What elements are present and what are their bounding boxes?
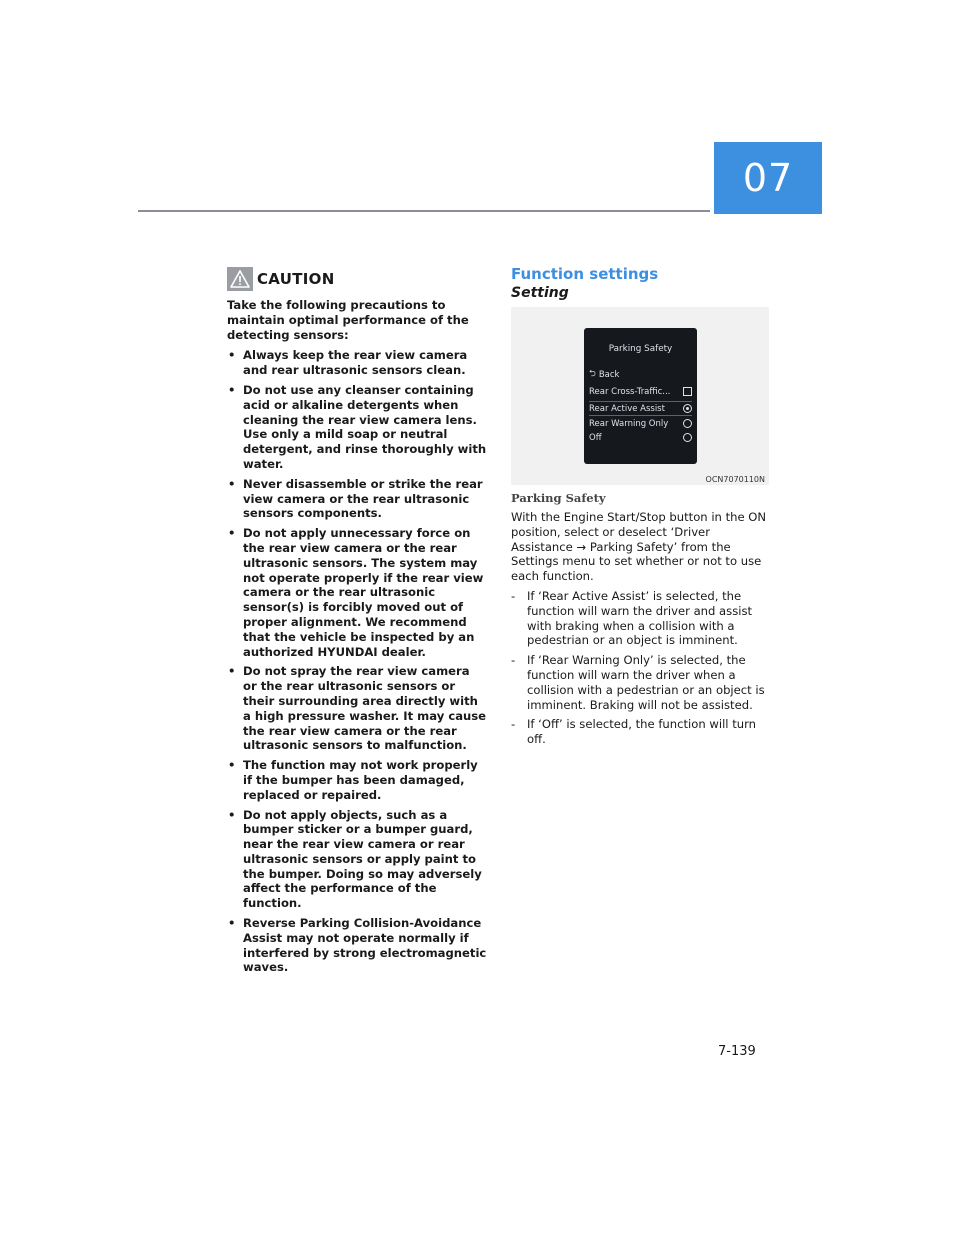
- list-item: • Do not use any cleanser containing acid or alkaline detergents when cleaning the rear view camera lens. Use only a mild soap or neutral detergent, and rinse thoroughly with water.: [228, 382, 487, 471]
- chapter-tab: 07: [714, 142, 822, 214]
- cluster-screen: [584, 328, 697, 464]
- parking-safety-figure: [511, 307, 769, 485]
- section-title: Function settings: [511, 265, 659, 283]
- radio-icon: [683, 433, 692, 442]
- list-item: • Reverse Parking Collision-Avoidance Assist may not operate normally if interfered by strong electromagnetic waves.: [228, 916, 487, 975]
- caution-intro: Take the following precautions to maintain optimal performance of the detecting sensors:: [227, 298, 469, 342]
- menu-item-label: Rear Warning Only: [589, 418, 669, 429]
- menu-item-rear-active-assist: [589, 401, 692, 416]
- back-label: Back: [598, 369, 620, 380]
- caution-header: [227, 266, 487, 292]
- section-subtitle: Setting: [511, 285, 569, 301]
- function-settings-header: [511, 264, 771, 302]
- header-rule: [138, 210, 710, 212]
- menu-item-label: Rear Cross-Traffic...: [589, 386, 671, 397]
- parking-safety-section: [511, 491, 773, 752]
- list-item: - If ‘Off’ is selected, the function will turn off.: [511, 717, 757, 747]
- menu-item-label: Rear Active Assist: [589, 403, 665, 414]
- screen-title: Parking Safety: [608, 344, 673, 354]
- warning-triangle-icon: [227, 267, 253, 291]
- radio-selected-icon: [683, 404, 692, 413]
- list-item: - If ‘Rear Warning Only’ is selected, the function will warn the driver when a collision with a pedestrian or an object is imminent. Braking will not be assisted.: [511, 653, 765, 712]
- page-number: 7-139: [718, 1044, 756, 1059]
- list-item: • Do not spray the rear view camera or the rear ultrasonic sensors or their surrounding area directly with a high pressure washer. It may cause the rear view camera or the rear ultrasonic sensors to malfunction.: [228, 664, 487, 753]
- caution-list: [227, 348, 487, 975]
- back-item: [589, 368, 692, 381]
- list-item: - If ‘Rear Active Assist’ is selected, the function will warn the driver and assist with braking when a collision with a pedestrian or an object is imminent.: [511, 588, 753, 648]
- list-item: • Always keep the rear view camera and rear ultrasonic sensors clean.: [228, 348, 468, 378]
- menu-item-off: [589, 431, 692, 444]
- list-item: • Do not apply objects, such as a bumper sticker or a bumper guard, near the rear view camera or rear ultrasonic sensors or apply paint to the bumper. Doing so may adversely affect the performance of the function.: [228, 807, 482, 911]
- radio-icon: [683, 419, 692, 428]
- menu-item-label: Off: [589, 432, 602, 443]
- caution-title: CAUTION: [257, 270, 335, 288]
- list-item: • Never disassemble or strike the rear view camera or the rear ultrasonic sensors components.: [228, 476, 483, 521]
- menu-item-rear-warning-only: [589, 417, 692, 430]
- paragraph-title: Parking Safety: [511, 491, 606, 505]
- list-item: • The function may not work properly if the bumper has been damaged, replaced or repaired.: [228, 758, 478, 802]
- option-list: [511, 589, 773, 747]
- menu-item-rear-cross-traffic: [589, 385, 692, 398]
- back-arrow-icon: ⮌: [589, 368, 596, 379]
- caution-box: [227, 266, 487, 980]
- figure-code: OCN7070110N: [705, 475, 765, 484]
- paragraph-text: With the Engine Start/Stop button in the ON position, select or deselect ‘Driver Assistance → Parking Safety’ from the Settings menu to set whether or not to use each function.: [511, 510, 767, 584]
- list-item: • Do not apply unnecessary force on the rear view camera or the rear ultrasonic sensors. The system may not operate properly if the rear view camera or the rear ultrasonic sensor(s) is forcibly moved out of proper alignment. We recommend that the vehicle be inspected by an authorized HYUNDAI dealer.: [228, 526, 484, 659]
- checkbox-icon: [683, 387, 692, 396]
